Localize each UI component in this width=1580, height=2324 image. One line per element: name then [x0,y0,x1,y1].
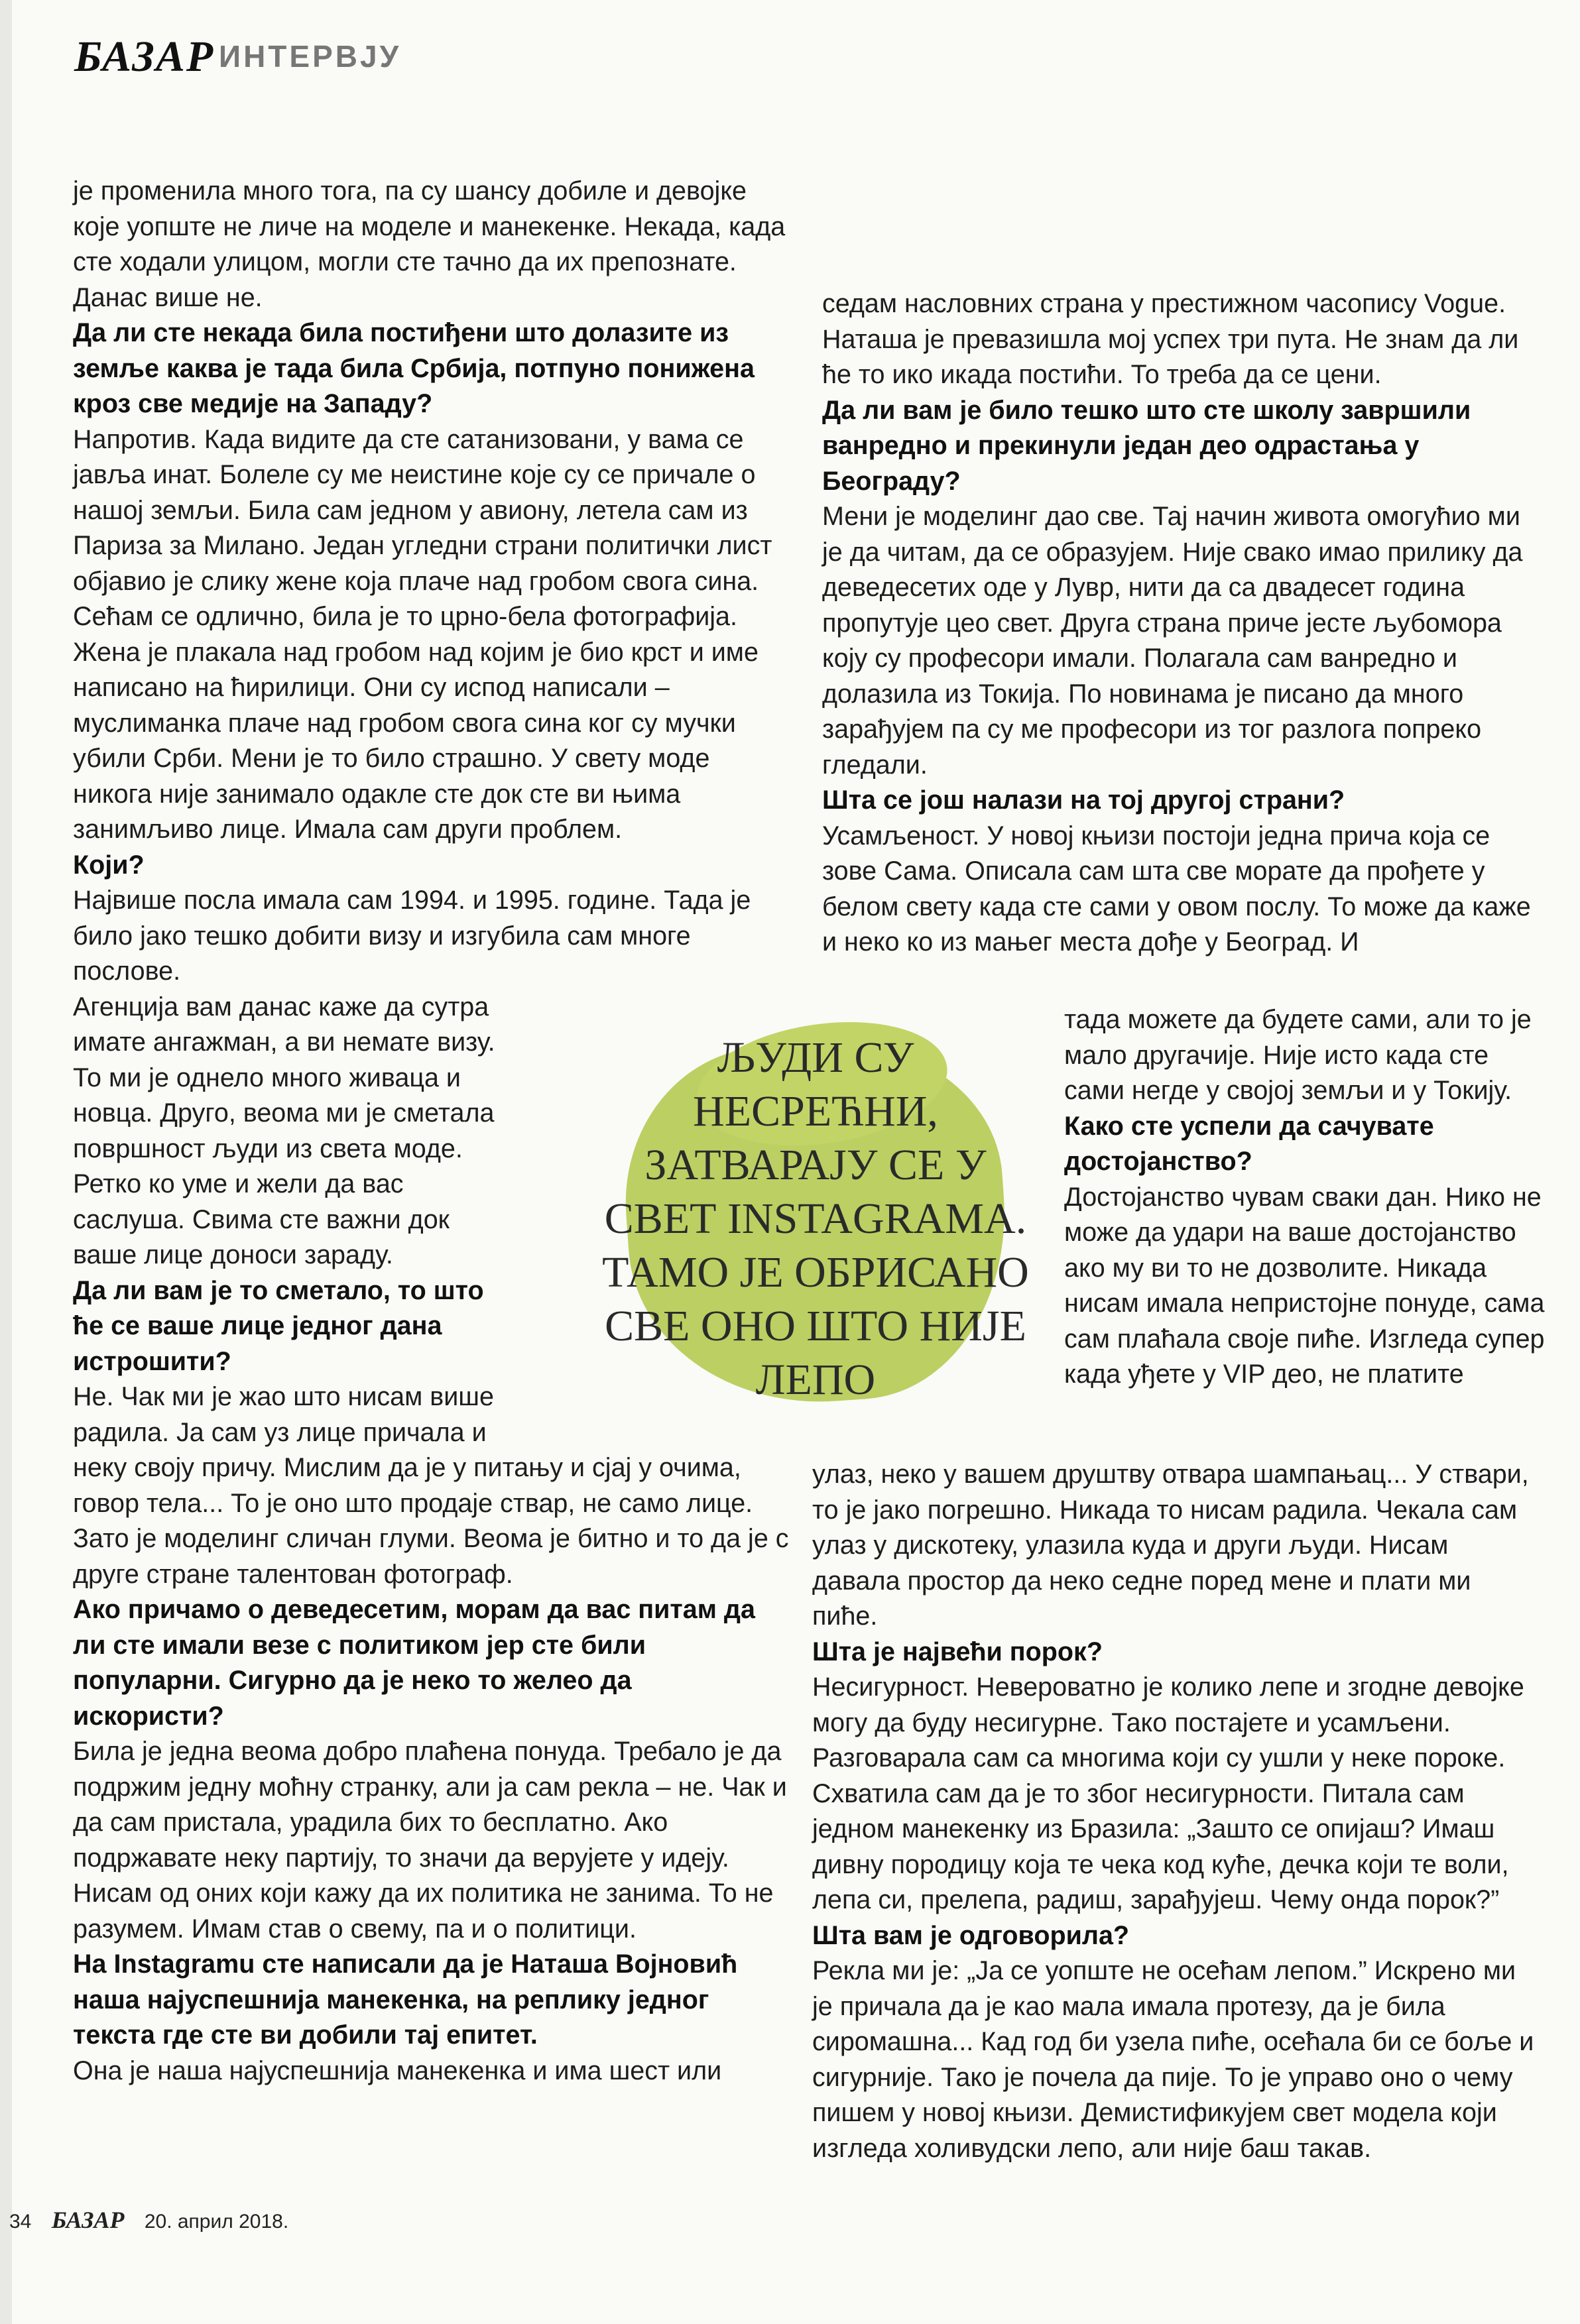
column-3 [1064,1002,1548,1393]
col1-narrow-block [73,990,517,1451]
pull-line: СВЕТ INSTAGRAMA. [604,1194,1027,1243]
interview-question: Шта вам је одговорила? [812,1920,1130,1950]
pull-quote-text [570,1031,1061,1407]
interview-question: Да ли сте некада била постиђени што долазите из земље каква је тада била Србија, потпуно понижена кроз све медије на Западу? [73,318,755,418]
interview-answer: Агенција вам данас каже да сутра имате ангажман, а ви немате визу. То ми је однело много живаца и новца. Друго, веома ми је сметала површност људи из света моде. Ретко ко уме и жели да вас саслуша. Свима сте важни док ваше лице доноси зараду. [73,992,495,1269]
pull-line: СВЕ ОНО ШТО НИЈЕ [605,1302,1026,1350]
interview-question: На Instagramu сте написали да је Наташа Војновић наша најуспешнија манекенка, на реплику једног текста где сте ви добили тај епитет. [73,1949,738,2050]
interview-question: Шта је највећи порок? [812,1637,1103,1666]
interview-answer: Не. Чак ми је жао што нисам више радила. Ја сам уз лице причала и [73,1382,494,1447]
col1-block [73,174,789,990]
interview-answer: Усамљеност. У новој књизи постоји једна прича која се зове Сама. Описала сам шта све морате да прођете у белом свету када сте сами у овом послу. То може да каже и неко ко из мањег места дође у Београд. И [822,821,1531,957]
column-2 [822,286,1545,960]
interview-answer: Несигурност. Невероватно је колико лепе и згодне девојке могу да буду несигурне. Тако постајете и усамљени. Разговарала сам са многима који су ушли у неке пороке. Схватила сам да је то због несигурности. Питала сам једном манекенку из Бразила: „Зашто се опијаш? Имаш дивну породицу која те чека код куће, дечка који те воли, лепа си, прелепа, радиш, зарађујеш. Чему онда порок?” [812,1672,1524,1914]
pull-line: ЛЕПО [755,1356,876,1404]
page-edge [0,0,12,2324]
interview-answer: Највише посла имала сам 1994. и 1995. године. Тада је било јако тешко добити визу и изгубила сам многе послове. [73,886,751,986]
interview-question: Ако причамо о деведесетим, морам да вас питам да ли сте имали везе с политиком јер сте били популарни. Сигурно да је неко то желео да искористи? [73,1595,755,1731]
interview-answer: неку своју причу. Мислим да је у питању и сјај у очима, говор тела... То је оно што продаје ствар, не само лице. Зато је моделинг сличан глуми. Веома је битно и то да је с друге стране талентован фотограф. [73,1453,789,1589]
interview-question: Који? [73,850,145,880]
interview-answer: Мени је моделинг дао све. Тај начин живота омогућио ми је да читам, да се образујем. Није свако имао прилику да деведесетих оде у Лувр, нити да са двадесет година пропутује цео свет. Друга страна приче јесте љубомора коју су професори имали. Полагала сам ванредно и долазила из Токија. По новинама је писано да много зарађујем па су ме професори из тог разлога попреко гледали. [822,502,1523,780]
interview-answer: Она је наша најуспешнија манекенка и има шест или [73,2056,722,2085]
interview-answer: улаз, неко у вашем друштву отвара шампањац... У ствари, то је јако погрешно. Никада то нисам радила. Чекала сам улаз у дискотеку, улазила куда и други људи. Нисам давала простор да неко седне поред мене и плати ми пиће. [812,1460,1529,1631]
interview-question: Шта се још налази на тој другој страни? [822,785,1345,815]
pull-line: ЗАТВАРАЈУ СЕ У [644,1141,987,1189]
interview-answer: тада можете да будете сами, али то је мало другачије. Није исто када сте сами негде у својој земљи и у Токију. [1064,1005,1532,1105]
pull-line: НЕСРЕЋНИ, [693,1087,938,1135]
page-number: 34 [9,2211,32,2233]
interview-answer: седам насловних страна у престижном часопису Vogue. Наташа је превазишла мој успех три пута. Не знам да ли ће то ико икада постићи. То треба да се цени. [822,289,1519,389]
interview-answer: Достојанство чувам сваки дан. Нико не може да удари на ваше достојанство ако му ви то не дозволите. Никада нисам имала непристојне понуде, сама сам плаћала своје пиће. Изгледа супер када уђете у VIP део, не платите [1064,1182,1545,1389]
magazine-logo: БАЗАР [74,32,215,81]
pull-line: ТАМО ЈЕ ОБРИСАНО [602,1248,1029,1297]
interview-answer: Била је једна веома добро плаћена понуда. Требало је да подржим једну моћну странку, али ја сам рекла – не. Чак и да сам пристала, урадила бих то бесплатно. Ако подржавате неку партију, то значи да верујете у идеју. Нисам од оних који кажу да их политика не занима. То не разумем. Имам став о свему, па и о политици. [73,1737,787,1944]
interview-answer: је променила много тога, па су шансу добиле и девојке које уопште не личе на моделе и манекенке. Некада, када сте ходали улицом, могли сте тачно да их препознате. Данас више не. [73,176,786,312]
interview-question: Да ли вам је било тешко што сте школу завршили ванредно и прекинули један део одрастања у Београду? [822,395,1471,496]
interview-question: Да ли вам је то сметало, то што ће се ваше лице једног дана истрошити? [73,1275,484,1376]
issue-date: 20. април 2018. [144,2211,289,2233]
section-label: ИНТЕРВЈУ [219,39,402,74]
interview-question: Како сте успели да сачувате достојанство? [1064,1111,1434,1176]
column-4 [812,1457,1542,2166]
pull-quote [570,1017,1061,1415]
footer-logo: БАЗАР [51,2207,125,2233]
pull-line: ЉУДИ СУ [717,1033,914,1082]
col1-rest-block [73,1450,789,2089]
interview-answer: Напротив. Када видите да сте сатанизовани, у вама се јавља инат. Болеле су ме неистине које су се причале о нашој земљи. Била сам једном у авиону, летела сам из Париза за Милано. Један угледни страни политички лист објавио је слику жене која плаче над гробом свога сина. Сећам се одлично, била је то црно-бела фотографија. Жена је плакала над гробом над којим је био крст и име написано на ћирилици. Они су испод написали – муслиманка плаче над гробом свога сина ког су мучки убили Срби. Мени је то било страшно. У свету моде никога није занимало одакле сте док сте ви њима занимљиво лице. Имала сам други проблем. [73,424,772,844]
interview-answer: Рекла ми је: „Ја се уопште не осећам лепом.” Искрено ми је причала да је као мала имала протезу, да је била сиромашна... Кад год би узела пиће, осећала би се боље и сигурније. Тако је почела да пије. То је управо оно о чему пишем у новој књизи. Демистификујем свет модела који изгледа холивудски лепо, али није баш такав. [812,1956,1534,2163]
page-footer [9,2206,288,2234]
